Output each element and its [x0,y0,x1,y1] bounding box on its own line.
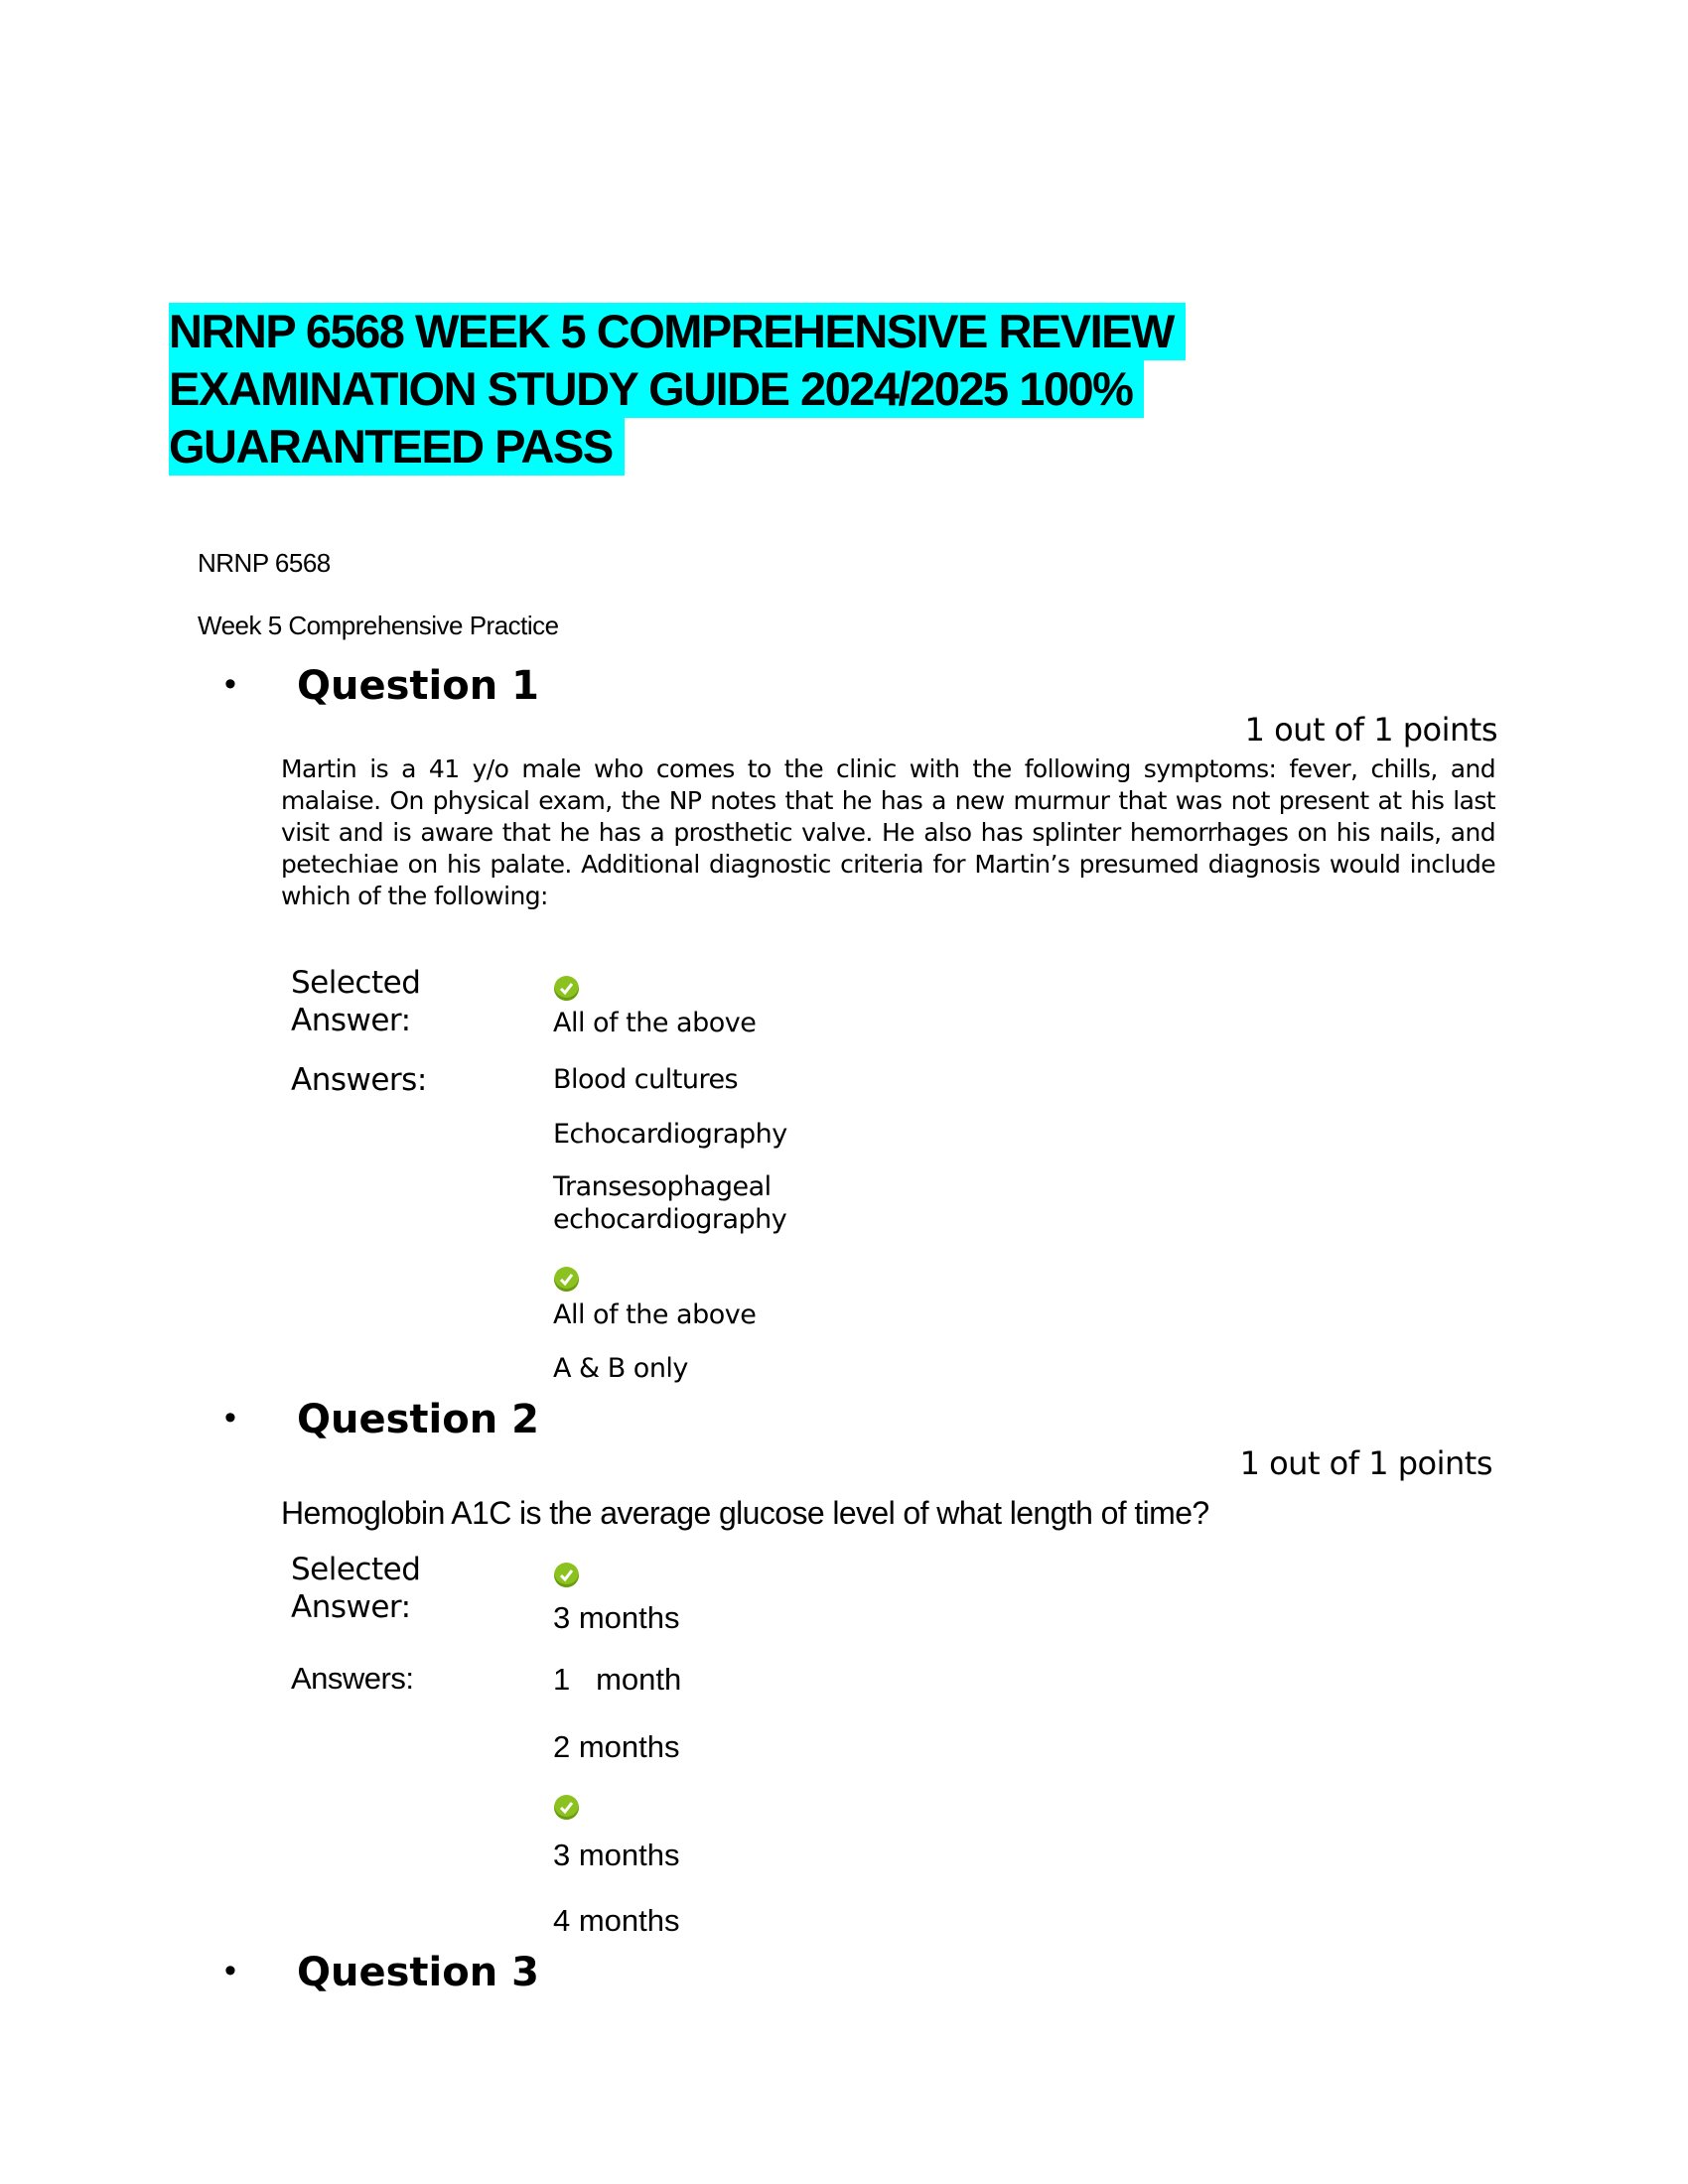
check-circle-icon [554,1563,579,1587]
question-2-points: 1 out of 1 points [1239,1444,1492,1482]
label-line: Answer: [291,1589,411,1625]
question-2-text: Hemoglobin A1C is the average glucose level of what length of time? [281,1495,1209,1531]
label-line: Selected [291,1552,421,1587]
subtitle: Week 5 Comprehensive Practice [198,611,559,640]
check-circle-icon [554,976,579,1001]
label-line: Selected [291,965,421,1001]
bullet: • [224,1399,236,1436]
check-circle-icon [554,1795,579,1820]
document-title-line-3: GUARANTEED PASS [169,418,625,476]
question-2-heading: Question 2 [297,1397,539,1442]
question-2-selected-answer: 3 months [553,1600,680,1635]
answer-option-correct: 3 months [553,1838,680,1872]
course-code: NRNP 6568 [198,548,331,578]
question-1-selected-answer: All of the above [553,1008,757,1038]
label-line: Answer: [291,1003,411,1038]
answer-option: 2 months [553,1729,680,1764]
answer-option: Echocardiography [553,1119,787,1150]
question-1-points: 1 out of 1 points [1244,711,1497,749]
bullet: • [224,665,236,703]
answers-label: Answers: [291,1062,427,1098]
answer-option: Transesophageal echocardiography [553,1171,787,1235]
question-1-text: Martin is a 41 y/o male who comes to the clinic with the following symptoms: fever, chills, and malaise. On physical exam, the NP notes that he has a new murmur that was not present at his last visit and is aware that he has a prosthetic valve. He also has splinter hemorrhages on his nails, and petechiae on his palate. Additional diagnostic criteria for Martin’s presumed diagnosis would include which of the following: [281,754,1495,910]
answer-option: Blood cultures [553,1064,739,1095]
question-3-heading: Question 3 [297,1950,539,1995]
document-title-line-1: NRNP 6568 WEEK 5 COMPREHENSIVE REVIEW [169,303,1186,360]
document-title-line-2: EXAMINATION STUDY GUIDE 2024/2025 100% [169,360,1144,418]
answers-label: Answers: [291,1661,414,1696]
selected-answer-label [291,1551,420,1626]
selected-answer-label [291,964,420,1039]
answer-option-correct: All of the above [553,1299,757,1330]
answer-option: A & B only [553,1353,688,1384]
check-circle-icon [554,1267,579,1292]
bullet: • [224,1952,236,1989]
answer-option: 1 month [553,1662,682,1697]
answer-option: 4 months [553,1903,680,1938]
question-1-heading: Question 1 [297,663,539,709]
